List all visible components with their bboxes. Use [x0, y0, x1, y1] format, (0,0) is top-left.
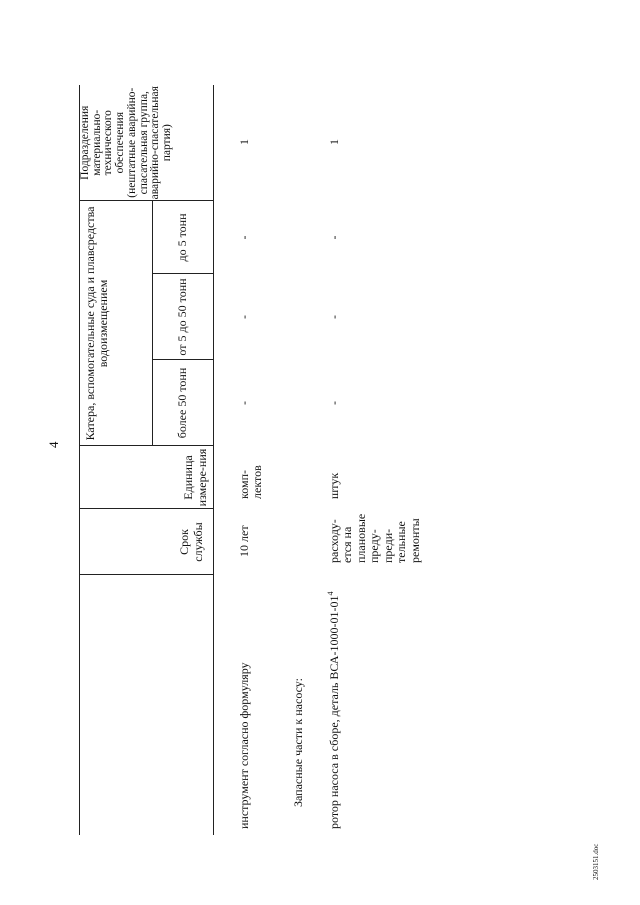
header-service-life: Срок службы	[80, 509, 214, 575]
header-up-to-5-tons: до 5 тонн	[153, 201, 214, 274]
row-5-to-50-tons: -	[237, 315, 251, 319]
row-service-life: расходу-ется на плановые преду-преди-тельные ремонты	[327, 513, 422, 563]
section-row	[282, 85, 316, 835]
row-name-text: ротор насоса в сборе, деталь ВСА-1000-01-01	[327, 595, 341, 829]
row-name: инструмент согласно формуляру	[237, 662, 251, 829]
section-title: Запасные части к насосу:	[291, 678, 305, 807]
row-up-to-5-tons: -	[237, 235, 251, 240]
equipment-table	[79, 85, 422, 835]
row-department: 1	[237, 138, 251, 145]
row-over-50-tons: -	[237, 401, 251, 405]
footnote-mark: 4	[326, 591, 335, 596]
row-service-life: 10 лет	[237, 525, 251, 557]
rotated-table-container	[79, 85, 449, 835]
table-row	[316, 85, 422, 835]
footer-filename: 2503151.doc	[592, 843, 600, 880]
table-row	[214, 85, 283, 835]
row-department: 1	[327, 138, 341, 145]
row-5-to-50-tons: -	[327, 315, 341, 319]
row-name	[316, 575, 422, 835]
header-over-50-tons: более 50 тонн	[153, 360, 214, 446]
row-up-to-5-tons: -	[327, 235, 341, 240]
page-number: 4	[46, 441, 61, 448]
row-unit: комп-лектов	[237, 465, 265, 499]
header-name-empty	[80, 575, 214, 835]
table-header	[80, 85, 214, 835]
table-body	[214, 85, 423, 835]
row-unit: штук	[327, 472, 341, 499]
header-vessel-category: Катера, вспомогательные суда и плавсредства водоизмещением	[80, 201, 153, 446]
header-unit: Единица измере-ния	[80, 446, 214, 509]
header-5-to-50-tons: от 5 до 50 тонн	[153, 274, 214, 360]
header-department: Подразделения материально-технического обеспечения (нештатные аварийно-спасательная группа, аварийно-спасательная партия)	[80, 85, 214, 201]
row-over-50-tons: -	[327, 401, 341, 405]
